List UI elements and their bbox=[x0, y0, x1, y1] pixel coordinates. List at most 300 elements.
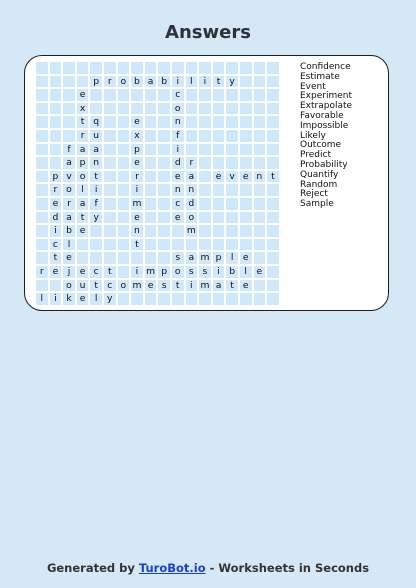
grid-cell bbox=[35, 115, 49, 129]
grid-cell bbox=[117, 115, 131, 129]
grid-cell bbox=[266, 279, 280, 293]
grid-cell bbox=[89, 88, 103, 102]
grid-cell bbox=[62, 129, 76, 143]
grid-cell bbox=[117, 238, 131, 252]
grid-cell bbox=[144, 238, 158, 252]
grid-cell: e bbox=[239, 170, 253, 184]
grid-cell: t bbox=[212, 75, 226, 89]
grid-cell: v bbox=[62, 170, 76, 184]
grid-cell: o bbox=[62, 183, 76, 197]
grid-cell bbox=[89, 102, 103, 116]
grid-cell bbox=[266, 183, 280, 197]
grid-cell: n bbox=[171, 183, 185, 197]
grid-cell bbox=[171, 224, 185, 238]
grid-cell bbox=[212, 224, 226, 238]
grid-cell: e bbox=[239, 279, 253, 293]
grid-cell bbox=[62, 88, 76, 102]
footer-suffix: - Worksheets in Seconds bbox=[209, 561, 370, 575]
grid-cell: b bbox=[157, 75, 171, 89]
grid-cell: r bbox=[103, 75, 117, 89]
grid-cell: d bbox=[171, 156, 185, 170]
grid-cell: n bbox=[185, 183, 199, 197]
grid-cell: a bbox=[89, 143, 103, 157]
grid-cell bbox=[157, 292, 171, 306]
grid-cell: p bbox=[89, 75, 103, 89]
word-list-item: Sample bbox=[300, 199, 334, 210]
grid-cell bbox=[62, 75, 76, 89]
grid-cell bbox=[103, 115, 117, 129]
grid-cell: a bbox=[144, 75, 158, 89]
grid-cell: m bbox=[144, 265, 158, 279]
grid-cell: o bbox=[171, 102, 185, 116]
grid-cell bbox=[157, 88, 171, 102]
grid-cell bbox=[76, 75, 90, 89]
grid-cell bbox=[212, 211, 226, 225]
grid-cell bbox=[198, 115, 212, 129]
grid-cell bbox=[198, 224, 212, 238]
grid-cell bbox=[253, 129, 267, 143]
footer bbox=[0, 561, 416, 575]
grid-cell bbox=[266, 238, 280, 252]
grid-cell bbox=[239, 183, 253, 197]
grid-cell bbox=[35, 102, 49, 116]
grid-cell: o bbox=[185, 211, 199, 225]
grid-cell: i bbox=[89, 183, 103, 197]
grid-cell bbox=[103, 170, 117, 184]
grid-cell: i bbox=[130, 265, 144, 279]
grid-cell: a bbox=[76, 197, 90, 211]
word-list-item: Random bbox=[300, 179, 338, 190]
grid-cell: x bbox=[130, 129, 144, 143]
grid-cell bbox=[253, 143, 267, 157]
grid-cell bbox=[198, 143, 212, 157]
grid-cell bbox=[157, 143, 171, 157]
grid-cell: n bbox=[130, 224, 144, 238]
grid-cell bbox=[266, 143, 280, 157]
grid-cell bbox=[266, 265, 280, 279]
grid-cell bbox=[198, 183, 212, 197]
grid-cell bbox=[239, 197, 253, 211]
grid-cell bbox=[253, 197, 267, 211]
grid-cell bbox=[225, 183, 239, 197]
grid-cell: r bbox=[185, 156, 199, 170]
grid-cell: x bbox=[76, 102, 90, 116]
grid-cell bbox=[130, 88, 144, 102]
grid-cell bbox=[130, 61, 144, 75]
grid-cell: t bbox=[130, 238, 144, 252]
grid-cell bbox=[157, 102, 171, 116]
grid-cell: s bbox=[198, 265, 212, 279]
grid-cell bbox=[144, 183, 158, 197]
grid-cell: c bbox=[89, 265, 103, 279]
grid-cell: o bbox=[117, 279, 131, 293]
grid-cell bbox=[253, 102, 267, 116]
grid-cell: e bbox=[171, 170, 185, 184]
grid-cell bbox=[103, 88, 117, 102]
grid-cell: o bbox=[171, 265, 185, 279]
grid-cell bbox=[62, 115, 76, 129]
grid-cell bbox=[225, 88, 239, 102]
grid-cell: t bbox=[49, 251, 63, 265]
grid-cell bbox=[49, 156, 63, 170]
grid-cell bbox=[35, 88, 49, 102]
grid-cell bbox=[35, 170, 49, 184]
grid-cell: i bbox=[49, 224, 63, 238]
grid-cell: p bbox=[157, 265, 171, 279]
grid-cell: i bbox=[49, 292, 63, 306]
grid-cell: f bbox=[62, 143, 76, 157]
grid-cell: a bbox=[185, 251, 199, 265]
grid-cell bbox=[49, 279, 63, 293]
grid-cell: i bbox=[212, 265, 226, 279]
grid-cell bbox=[35, 143, 49, 157]
grid-cell bbox=[253, 75, 267, 89]
grid-cell bbox=[144, 88, 158, 102]
grid-cell bbox=[212, 115, 226, 129]
grid-cell: l bbox=[185, 75, 199, 89]
grid-cell bbox=[35, 129, 49, 143]
grid-cell: c bbox=[171, 88, 185, 102]
grid-cell bbox=[212, 88, 226, 102]
grid-cell bbox=[253, 183, 267, 197]
grid-cell bbox=[185, 143, 199, 157]
grid-cell: a bbox=[185, 170, 199, 184]
word-list-item: Experiment bbox=[300, 91, 353, 102]
grid-cell bbox=[117, 143, 131, 157]
grid-cell bbox=[198, 238, 212, 252]
grid-cell: i bbox=[198, 75, 212, 89]
grid-cell: p bbox=[49, 170, 63, 184]
grid-cell: d bbox=[185, 197, 199, 211]
grid-cell bbox=[117, 292, 131, 306]
grid-cell bbox=[171, 61, 185, 75]
grid-cell bbox=[225, 61, 239, 75]
grid-cell bbox=[35, 75, 49, 89]
grid-cell bbox=[103, 156, 117, 170]
grid-cell: r bbox=[76, 129, 90, 143]
word-list bbox=[300, 63, 352, 210]
grid-cell bbox=[117, 211, 131, 225]
grid-cell: l bbox=[76, 183, 90, 197]
grid-cell: l bbox=[62, 238, 76, 252]
grid-cell: e bbox=[49, 265, 63, 279]
grid-cell bbox=[239, 61, 253, 75]
grid-cell bbox=[185, 238, 199, 252]
grid-cell bbox=[225, 129, 239, 143]
grid-cell bbox=[117, 61, 131, 75]
grid-cell: t bbox=[266, 170, 280, 184]
word-list-item: Probability bbox=[300, 159, 348, 170]
grid-cell bbox=[103, 143, 117, 157]
grid-cell bbox=[253, 292, 267, 306]
grid-cell bbox=[157, 183, 171, 197]
grid-cell bbox=[62, 61, 76, 75]
grid-cell bbox=[117, 183, 131, 197]
grid-cell bbox=[157, 251, 171, 265]
grid-cell bbox=[212, 143, 226, 157]
grid-cell bbox=[198, 102, 212, 116]
grid-cell bbox=[157, 115, 171, 129]
grid-cell: m bbox=[198, 279, 212, 293]
grid-cell bbox=[212, 156, 226, 170]
grid-cell bbox=[266, 197, 280, 211]
grid-cell: i bbox=[185, 279, 199, 293]
grid-cell: a bbox=[76, 143, 90, 157]
grid-cell: c bbox=[49, 238, 63, 252]
grid-cell bbox=[253, 156, 267, 170]
grid-cell bbox=[185, 115, 199, 129]
word-list-item: Reject bbox=[300, 189, 328, 200]
grid-cell: y bbox=[103, 292, 117, 306]
grid-cell bbox=[198, 61, 212, 75]
grid-cell: i bbox=[171, 143, 185, 157]
grid-cell bbox=[130, 102, 144, 116]
turobot-link[interactable]: TuroBot.io bbox=[138, 561, 206, 575]
grid-cell bbox=[239, 143, 253, 157]
grid-cell bbox=[266, 224, 280, 238]
grid-cell bbox=[144, 102, 158, 116]
grid-cell bbox=[117, 102, 131, 116]
grid-cell bbox=[49, 102, 63, 116]
grid-cell bbox=[35, 238, 49, 252]
grid-cell: q bbox=[89, 115, 103, 129]
grid-cell: e bbox=[49, 197, 63, 211]
grid-cell bbox=[89, 224, 103, 238]
word-search-grid bbox=[35, 61, 280, 306]
grid-cell: a bbox=[62, 156, 76, 170]
grid-cell bbox=[212, 102, 226, 116]
grid-cell bbox=[130, 251, 144, 265]
grid-cell bbox=[144, 292, 158, 306]
grid-cell: l bbox=[89, 292, 103, 306]
grid-cell bbox=[239, 292, 253, 306]
grid-cell: e bbox=[76, 292, 90, 306]
footer-prefix: Generated by bbox=[46, 561, 135, 575]
grid-cell: t bbox=[89, 170, 103, 184]
grid-cell bbox=[171, 292, 185, 306]
grid-cell bbox=[117, 129, 131, 143]
grid-cell bbox=[35, 279, 49, 293]
grid-cell: e bbox=[76, 88, 90, 102]
grid-cell: a bbox=[62, 211, 76, 225]
grid-cell bbox=[144, 156, 158, 170]
grid-cell: a bbox=[212, 279, 226, 293]
grid-cell: l bbox=[239, 265, 253, 279]
grid-cell bbox=[117, 251, 131, 265]
grid-cell bbox=[253, 115, 267, 129]
grid-cell bbox=[185, 102, 199, 116]
grid-cell: n bbox=[89, 156, 103, 170]
grid-cell bbox=[89, 61, 103, 75]
word-list-item: Confidence bbox=[300, 62, 351, 72]
grid-cell bbox=[49, 115, 63, 129]
grid-cell bbox=[76, 61, 90, 75]
grid-cell bbox=[185, 292, 199, 306]
grid-cell: m bbox=[185, 224, 199, 238]
grid-cell bbox=[171, 238, 185, 252]
grid-cell bbox=[198, 156, 212, 170]
word-list-item: Event bbox=[300, 81, 326, 92]
grid-cell: e bbox=[130, 211, 144, 225]
grid-cell bbox=[35, 183, 49, 197]
grid-cell bbox=[144, 129, 158, 143]
grid-cell bbox=[225, 292, 239, 306]
grid-cell bbox=[89, 238, 103, 252]
grid-cell bbox=[103, 251, 117, 265]
grid-cell bbox=[198, 88, 212, 102]
grid-cell: e bbox=[130, 156, 144, 170]
grid-cell: m bbox=[130, 279, 144, 293]
grid-cell bbox=[239, 102, 253, 116]
grid-cell bbox=[212, 129, 226, 143]
grid-cell bbox=[157, 197, 171, 211]
grid-cell: p bbox=[130, 143, 144, 157]
grid-cell: m bbox=[198, 251, 212, 265]
grid-cell bbox=[103, 129, 117, 143]
grid-cell bbox=[144, 224, 158, 238]
grid-cell: l bbox=[35, 292, 49, 306]
grid-cell: c bbox=[103, 279, 117, 293]
grid-cell bbox=[253, 61, 267, 75]
grid-cell bbox=[239, 156, 253, 170]
grid-cell bbox=[266, 129, 280, 143]
grid-cell bbox=[239, 88, 253, 102]
grid-cell: t bbox=[225, 279, 239, 293]
grid-cell: b bbox=[62, 224, 76, 238]
grid-cell: t bbox=[103, 265, 117, 279]
grid-cell bbox=[144, 143, 158, 157]
grid-cell: i bbox=[130, 183, 144, 197]
word-list-item: Estimate bbox=[300, 71, 340, 82]
grid-cell bbox=[130, 292, 144, 306]
grid-cell bbox=[266, 75, 280, 89]
grid-cell bbox=[198, 170, 212, 184]
grid-cell bbox=[49, 129, 63, 143]
grid-cell bbox=[103, 102, 117, 116]
grid-cell bbox=[103, 238, 117, 252]
grid-cell: i bbox=[171, 75, 185, 89]
grid-cell bbox=[35, 211, 49, 225]
grid-cell bbox=[239, 211, 253, 225]
grid-cell bbox=[103, 61, 117, 75]
grid-cell bbox=[198, 292, 212, 306]
grid-cell bbox=[239, 238, 253, 252]
grid-cell: p bbox=[212, 251, 226, 265]
word-list-item: Impossible bbox=[300, 120, 349, 131]
grid-cell: s bbox=[185, 265, 199, 279]
grid-cell bbox=[144, 115, 158, 129]
grid-cell bbox=[239, 115, 253, 129]
grid-cell bbox=[253, 238, 267, 252]
grid-cell bbox=[253, 224, 267, 238]
grid-cell: j bbox=[62, 265, 76, 279]
grid-cell bbox=[144, 197, 158, 211]
grid-cell bbox=[49, 143, 63, 157]
grid-cell bbox=[212, 238, 226, 252]
grid-cell bbox=[157, 211, 171, 225]
grid-cell bbox=[35, 224, 49, 238]
grid-cell: b bbox=[225, 265, 239, 279]
word-list-item: Quantify bbox=[300, 169, 339, 180]
grid-cell bbox=[157, 170, 171, 184]
grid-cell bbox=[225, 102, 239, 116]
grid-cell bbox=[117, 170, 131, 184]
grid-cell bbox=[144, 170, 158, 184]
grid-cell bbox=[266, 156, 280, 170]
grid-cell bbox=[225, 115, 239, 129]
grid-cell bbox=[49, 75, 63, 89]
grid-cell bbox=[35, 251, 49, 265]
grid-cell bbox=[157, 224, 171, 238]
grid-cell: e bbox=[76, 224, 90, 238]
grid-cell: d bbox=[49, 211, 63, 225]
grid-cell: o bbox=[62, 279, 76, 293]
grid-cell bbox=[266, 292, 280, 306]
word-list-item: Outcome bbox=[300, 140, 342, 151]
grid-cell: e bbox=[144, 279, 158, 293]
grid-cell bbox=[239, 75, 253, 89]
grid-cell bbox=[76, 251, 90, 265]
grid-cell: e bbox=[171, 211, 185, 225]
grid-cell: l bbox=[225, 251, 239, 265]
grid-cell bbox=[253, 279, 267, 293]
grid-cell: e bbox=[62, 251, 76, 265]
grid-cell: f bbox=[89, 197, 103, 211]
grid-cell bbox=[266, 61, 280, 75]
grid-cell bbox=[239, 224, 253, 238]
grid-cell bbox=[253, 251, 267, 265]
grid-cell bbox=[225, 211, 239, 225]
grid-cell: o bbox=[76, 170, 90, 184]
grid-cell: b bbox=[130, 75, 144, 89]
grid-cell bbox=[225, 156, 239, 170]
grid-cell: v bbox=[225, 170, 239, 184]
grid-cell: t bbox=[76, 115, 90, 129]
grid-cell bbox=[103, 224, 117, 238]
grid-cell bbox=[157, 129, 171, 143]
grid-cell bbox=[103, 211, 117, 225]
grid-cell bbox=[212, 61, 226, 75]
grid-cell bbox=[157, 238, 171, 252]
word-list-item: Extrapolate bbox=[300, 101, 353, 112]
grid-cell bbox=[212, 197, 226, 211]
grid-cell bbox=[225, 224, 239, 238]
grid-cell: u bbox=[89, 129, 103, 143]
grid-cell bbox=[89, 251, 103, 265]
grid-cell: e bbox=[253, 265, 267, 279]
grid-cell bbox=[185, 88, 199, 102]
grid-cell bbox=[266, 115, 280, 129]
grid-cell bbox=[225, 143, 239, 157]
grid-cell bbox=[117, 88, 131, 102]
word-list-item: Favorable bbox=[300, 110, 344, 121]
grid-cell bbox=[103, 183, 117, 197]
grid-cell bbox=[212, 183, 226, 197]
grid-cell bbox=[117, 197, 131, 211]
grid-cell: u bbox=[76, 279, 90, 293]
grid-cell bbox=[266, 211, 280, 225]
grid-cell bbox=[76, 238, 90, 252]
grid-cell bbox=[117, 156, 131, 170]
grid-cell: y bbox=[225, 75, 239, 89]
grid-cell bbox=[185, 61, 199, 75]
word-list-item: Predict bbox=[300, 150, 331, 161]
grid-cell: s bbox=[157, 279, 171, 293]
grid-cell bbox=[49, 88, 63, 102]
grid-cell bbox=[266, 88, 280, 102]
grid-cell: n bbox=[253, 170, 267, 184]
grid-cell: r bbox=[49, 183, 63, 197]
